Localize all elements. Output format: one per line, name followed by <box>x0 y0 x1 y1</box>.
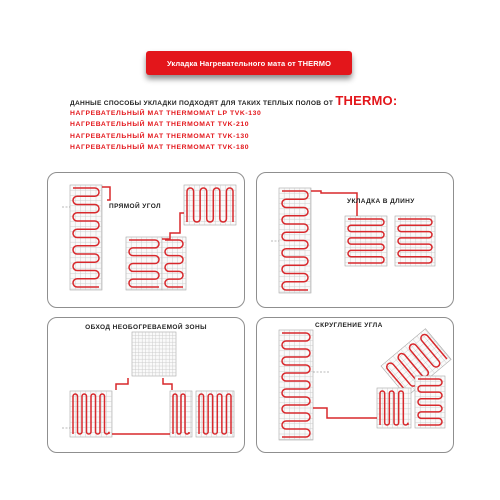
title-banner <box>146 51 352 75</box>
connection-cable <box>313 408 377 418</box>
panel-lengthwise <box>256 172 454 308</box>
product-item: НАГРЕВАТЕЛЬНЫЙ МАТ THERMOMAT LP TVK-130 <box>70 110 262 117</box>
product-item: НАГРЕВАТЕЛЬНЫЙ МАТ THERMOMAT TVK-210 <box>70 121 250 129</box>
panel-right-angle <box>47 172 245 308</box>
brand-name: THERMO: <box>335 93 398 108</box>
product-item: НАГРЕВАТЕЛЬНЫЙ МАТ THERMOMAT TVK-130 <box>70 132 250 140</box>
connection-cable <box>116 378 128 390</box>
right-angle-diagram <box>48 173 244 307</box>
panel-title: УКЛАДКА В ДЛИНУ <box>347 198 415 205</box>
product-list <box>70 108 261 153</box>
intro-sentence: ДАННЫЕ СПОСОБЫ УКЛАДКИ ПОДХОДЯТ ДЛЯ ТАКИХ ТЕПЛЫХ ПОЛОВ ОТ <box>70 100 334 107</box>
mat-grid <box>196 391 234 437</box>
connection-cable <box>163 378 172 390</box>
mat-grid <box>395 216 435 266</box>
lengthwise-diagram <box>257 173 453 307</box>
intro-text <box>70 93 397 108</box>
panel-title: ОБХОД НЕОБОГРЕВАЕМОЙ ЗОНЫ <box>85 324 207 331</box>
bypass-diagram <box>48 318 244 452</box>
rounding-diagram <box>257 318 453 452</box>
banner-title: Укладка Нагревательного мата от THERMO <box>166 58 332 68</box>
connection-cable <box>102 187 110 200</box>
heating-cable <box>380 391 408 425</box>
panel-title: СКРУГЛЕНИЕ УГЛА <box>315 322 383 329</box>
panel-rounding <box>256 317 454 453</box>
panel-title: ПРЯМОЙ УГОЛ <box>109 203 161 210</box>
connection-cable <box>162 213 184 239</box>
product-item: НАГРЕВАТЕЛЬНЫЙ МАТ THERMOMAT TVK-180 <box>70 143 250 151</box>
panel-bypass <box>47 317 245 453</box>
